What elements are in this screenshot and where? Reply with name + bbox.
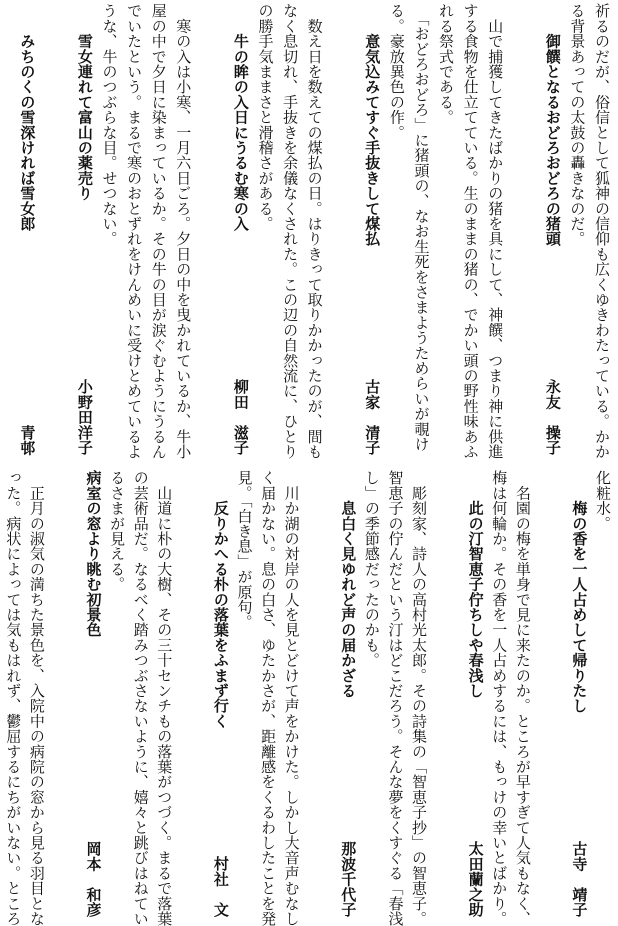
commentary-line: 屋の中で夕日に染まっているか。その牛の目が涙ぐむようにうるん: [149, 3, 168, 459]
haiku-heading: [0, 3, 39, 455]
haiku-author: 古寺 靖子: [570, 841, 589, 917]
haiku-author: 太田蘭之助: [466, 841, 485, 917]
haiku-text: 牛の眸の入日にうるむ寒の入: [231, 3, 250, 231]
commentary-line: 「おどろおどろ」に猪頭の、なお生死をさまようためらいが覗け: [412, 3, 431, 452]
commentary-line: 川か湖の対岸の人を見とどけて声をかけた。しかし大音声むなし: [282, 470, 301, 926]
commentary-line: る背景あっての太鼓の轟きなのだ。: [568, 3, 587, 247]
haiku-author: 那波千代子: [339, 841, 358, 917]
haiku-heading: [48, 470, 105, 917]
upper-text-block: [4, 3, 614, 459]
commentary-line: 山道に朴の大樹、その三十センチもの落葉がつづく。まるで落葉: [155, 470, 174, 926]
haiku-text: 反りかへる朴の落葉をふまず行く: [211, 470, 230, 729]
commentary-line: く届かない。息の白さ、ゆたかさが、距離感をくるわしたことを発: [259, 470, 278, 926]
haiku-text: 此の汀智恵子佇ちしや春浅し: [466, 470, 485, 698]
commentary-line: し」の季節感だったのかも。: [362, 470, 381, 668]
haiku-heading: [327, 3, 385, 455]
haiku-text: 雪女連れて富山の薬売り: [75, 3, 94, 201]
commentary-line: 数え日を数えての煤払の日。はりきって取りかかったのが、間も: [305, 3, 324, 459]
haiku-author: 岡本 和彦: [84, 841, 103, 917]
commentary-line: 名園の梅を単身で見に来たのか。ところが早すぎて人気もなく、: [513, 470, 532, 926]
haiku-author: 青邨: [18, 424, 37, 455]
haiku-heading: [534, 470, 591, 917]
haiku-author: 古家 清子: [363, 379, 382, 455]
commentary-line: 智恵子の佇んだという汀はどこだろう。そんな夢をくすぐる「春浅: [386, 470, 405, 926]
haiku-text: みちのくの雪深ければ雪女郎: [18, 3, 37, 231]
haiku-text: 梅の香を一人占めして帰りたし: [570, 470, 589, 714]
commentary-line: った。病状によっては気もはれず、鬱屈するにちがいない。ところ: [4, 470, 23, 926]
commentary-line: れる祭式である。: [437, 3, 456, 125]
commentary-line: 彫刻家、詩人の高村光太郎。その詩集の「智恵子抄」の智恵子。: [410, 470, 429, 926]
haiku-heading: [430, 470, 487, 917]
commentary-line: 化粧水。: [594, 470, 612, 531]
commentary-line: 見。「白き息」が原句。: [235, 470, 254, 630]
haiku-heading: [303, 470, 360, 917]
commentary-line: する食物を仕立てている。生のままの猪の、でかい頭の野性味あふ: [461, 3, 480, 459]
haiku-text: 御饌となるおどろおどろの猪頭: [543, 3, 562, 247]
haiku-author: 永友 操子: [543, 379, 562, 455]
commentary-line: うな、牛のつぶらな目。せつない。: [100, 3, 119, 247]
commentary-line: でいたという。まるで寒のおとずれをけんめいに受けとめているよ: [125, 3, 144, 459]
haiku-author: 柳田 滋子: [231, 379, 250, 455]
haiku-author: 村社 文: [211, 856, 230, 917]
lower-text-block: [4, 470, 614, 926]
haiku-heading: [175, 470, 232, 917]
commentary-line: 祈るのだが、俗信として狐神の信仰も広くゆきわたっている。かか: [593, 3, 611, 459]
haiku-heading: [195, 3, 253, 455]
commentary-line: なく息切れ、手抜きを余儀なくされた。この辺の自然流に、ひとり: [281, 3, 300, 459]
haiku-heading: [39, 3, 97, 455]
haiku-text: 病室の窓より眺む初景色: [84, 470, 103, 638]
haiku-text: 息白く見ゆれど声の届かざる: [339, 470, 358, 698]
commentary-line: るさまが見える。: [108, 470, 127, 592]
commentary-line: 山で捕獲してきたばかりの猪を具にして、神饌、つまり神に供進: [486, 3, 505, 459]
commentary-line: る。豪放異色の作。: [387, 3, 406, 140]
commentary-line: 寒の入は小寒、一月六日ごろ。夕日の中を曳かれているか、牛小: [174, 3, 193, 459]
haiku-heading: [507, 3, 565, 455]
haiku-text: 意気込みてすぐ手抜きして煤払: [363, 3, 382, 247]
commentary-line: の勝手気ままさと滑稽さがある。: [256, 3, 275, 231]
commentary-line: の芸術品だ。なるべく踏みつぶさないように、嬉々と跳びはねてい: [131, 470, 150, 926]
haiku-author: 小野田洋子: [75, 379, 94, 455]
commentary-line: 正月の淑気の満ちた景色を、入院中の病院の窓から見る羽目とな: [27, 470, 46, 926]
commentary-line: 梅は何輪か。その香を一人占めするには、もっけの幸いとばかり。: [490, 470, 509, 926]
